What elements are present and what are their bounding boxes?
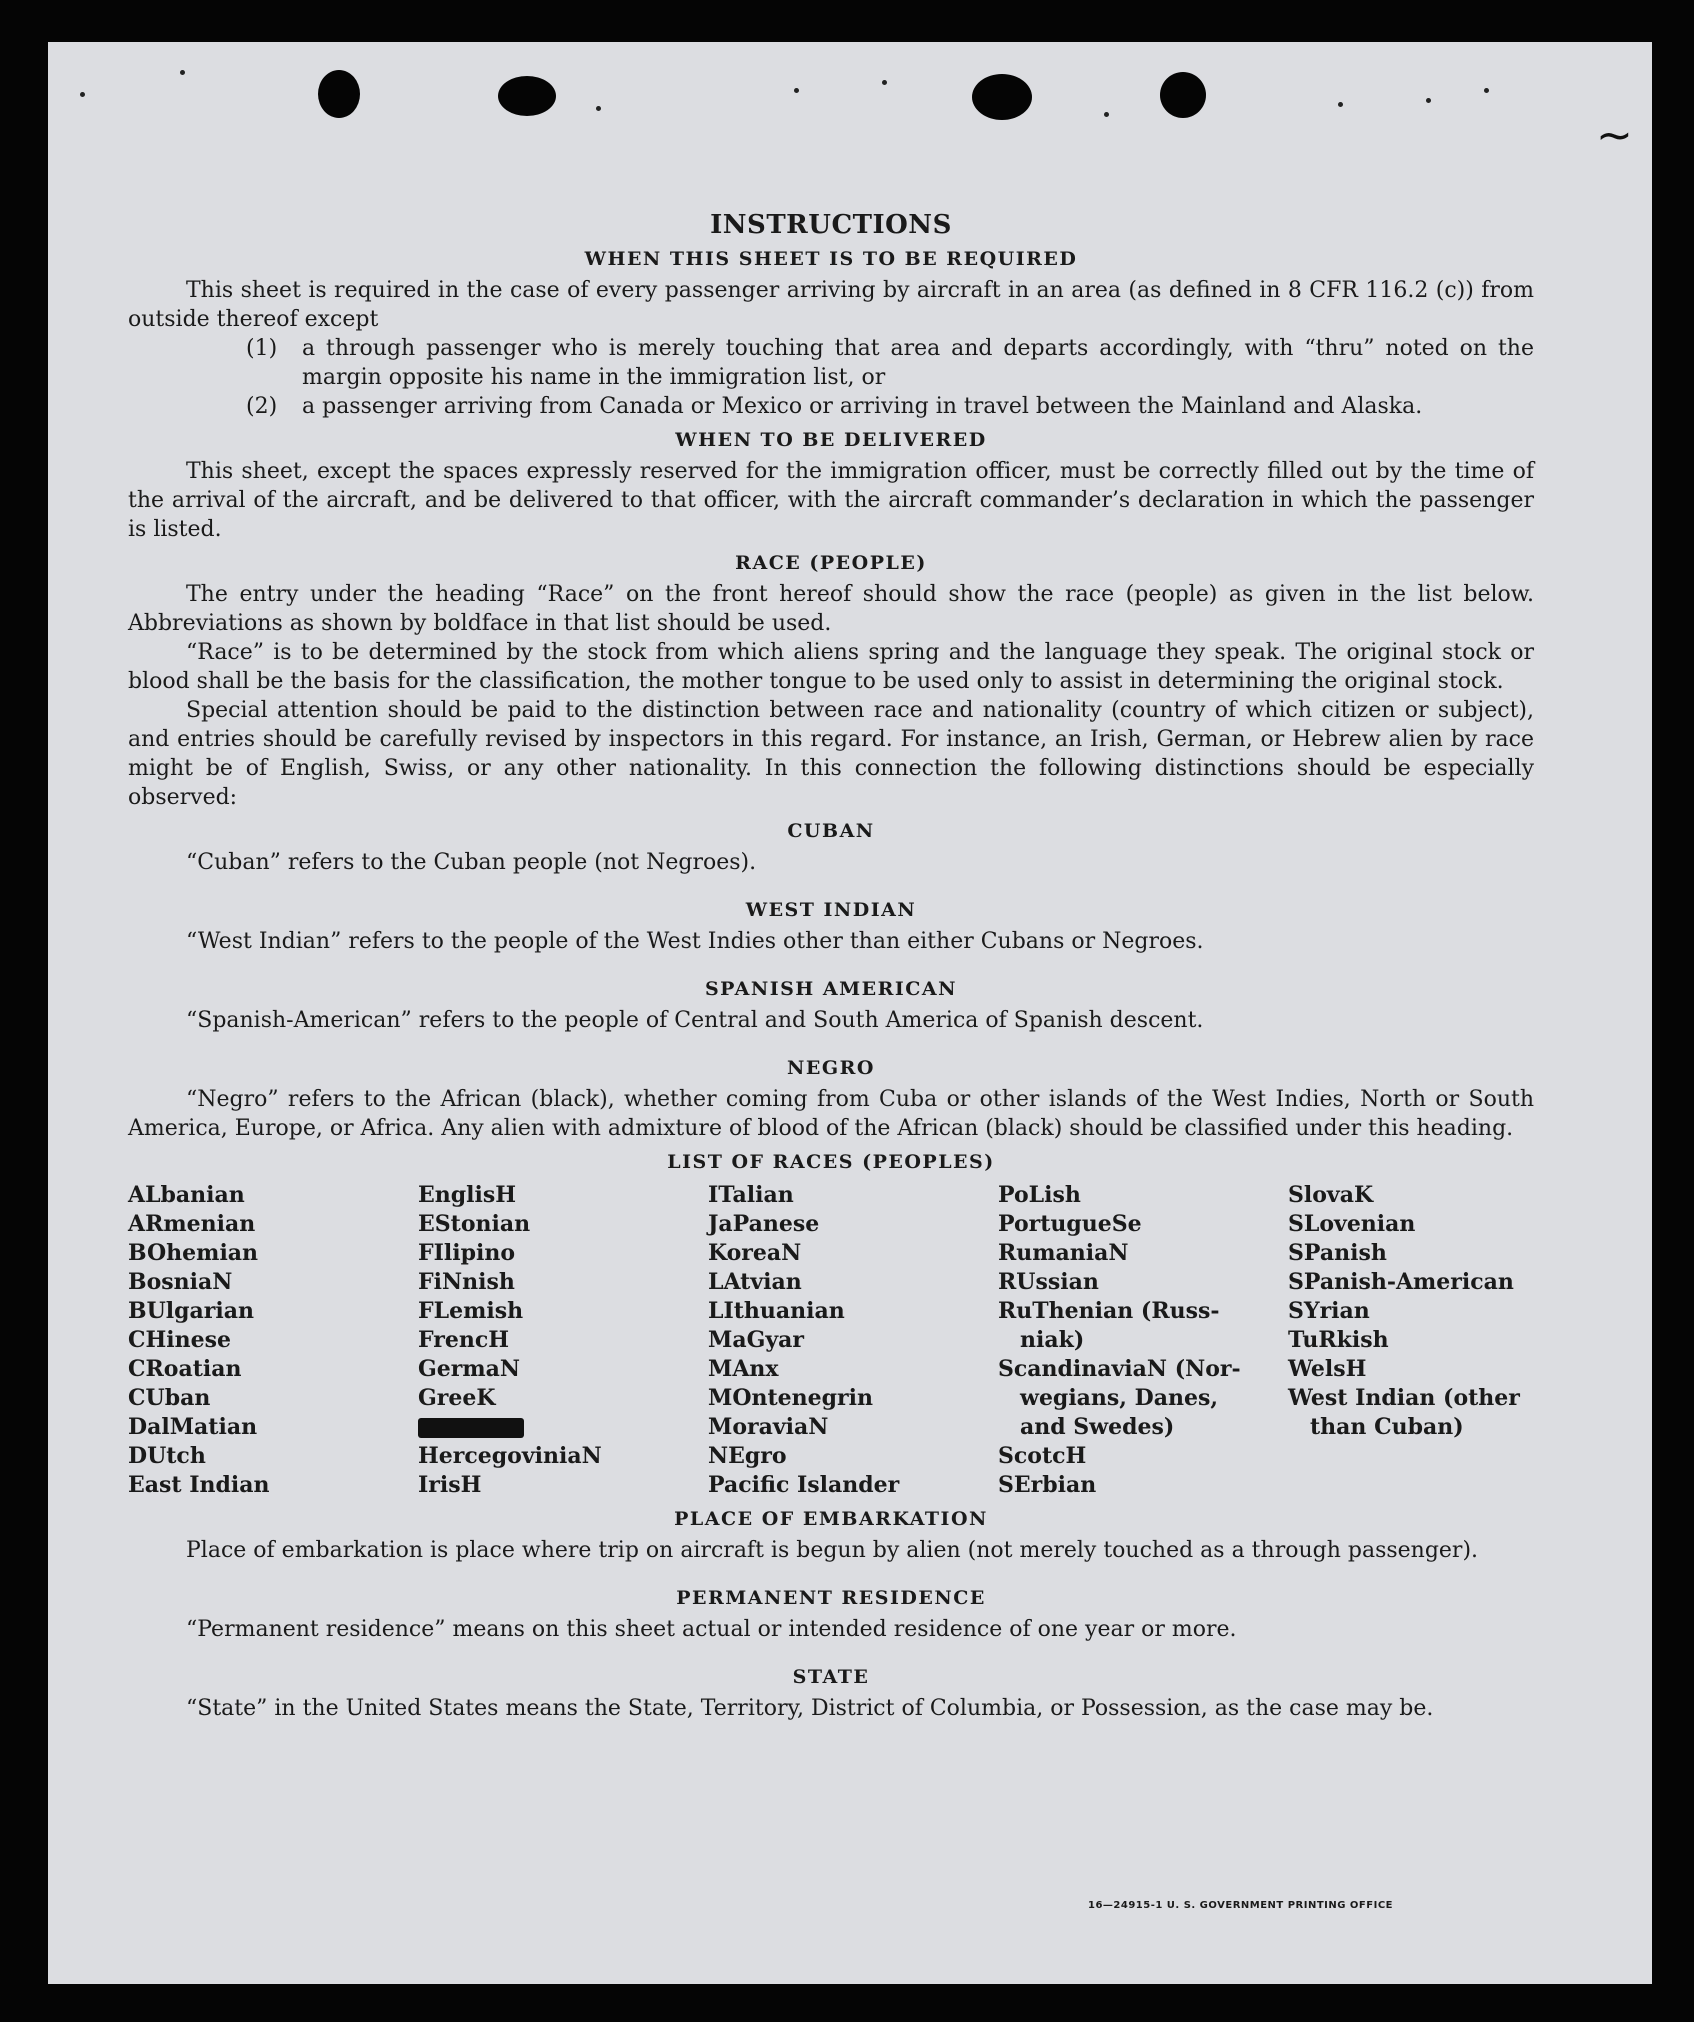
race-item: DalMatian — [128, 1414, 258, 1440]
race-column-2 — [418, 1181, 708, 1500]
heading-race: RACE (PEOPLE) — [735, 552, 927, 574]
exception-number: (2) — [246, 394, 278, 419]
heading-when-delivered: WHEN TO BE DELIVERED — [675, 429, 987, 451]
speck — [596, 106, 601, 111]
race-paragraph-3: Special attention should be paid to the distinction between race and nationality (country of which citizen or subject), and entries should be carefully revised by inspectors in this regard. For instance, an Irish, German, or Hebrew alien by race might be of English, Swiss, or any other nationality. In this connection the following distinctions should be especially observed: — [128, 698, 1534, 810]
race-item: EnglisH — [418, 1182, 517, 1208]
heading-permanent-residence: PERMANENT RESIDENCE — [676, 1587, 986, 1609]
residence-text: “Permanent residence” means on this sheet actual or intended residence of one year or more. — [186, 1617, 1237, 1642]
race-item: CHinese — [128, 1327, 232, 1353]
redaction-mark — [418, 1418, 524, 1438]
redacted-entry — [418, 1413, 708, 1442]
race-item: ScotcH — [998, 1443, 1087, 1469]
speck — [794, 88, 799, 93]
race-item: TuRkish — [1288, 1327, 1389, 1353]
race-item: MoraviaN — [708, 1414, 829, 1440]
race-item: RUssian — [998, 1269, 1099, 1295]
race-item-continued: niak) — [1020, 1327, 1085, 1353]
tilde-mark: ~ — [1596, 110, 1633, 161]
cuban-text: “Cuban” refers to the Cuban people (not Negroes). — [186, 850, 757, 875]
race-item: MAnx — [708, 1356, 779, 1382]
speck — [80, 92, 85, 97]
race-item: FrencH — [418, 1327, 509, 1353]
race-item: RumaniaN — [998, 1240, 1129, 1266]
race-item: ITalian — [708, 1182, 794, 1208]
document-sheet — [48, 42, 1652, 1984]
race-item: GermaN — [418, 1356, 521, 1382]
race-item: BUlgarian — [128, 1298, 254, 1324]
heading-list-of-races: LIST OF RACES (PEOPLES) — [667, 1151, 995, 1173]
race-item: PoLish — [998, 1182, 1081, 1208]
race-item: BOhemian — [128, 1240, 259, 1266]
exception-text: a passenger arriving from Canada or Mexico or arriving in travel between the Mainland and Alaska. — [302, 394, 1423, 419]
race-item: Pacific Islander — [708, 1472, 900, 1498]
race-item: LAtvian — [708, 1269, 802, 1295]
race-item: IrisH — [418, 1472, 482, 1498]
race-item: SLovenian — [1288, 1211, 1416, 1237]
race-column-4 — [998, 1181, 1288, 1500]
heading-negro: NEGRO — [787, 1057, 875, 1079]
heading-spanish-american: SPANISH AMERICAN — [704, 978, 958, 1000]
speck — [1484, 88, 1489, 93]
speck — [1338, 102, 1343, 107]
race-item: CRoatian — [128, 1356, 242, 1382]
heading-state: STATE — [792, 1666, 870, 1688]
race-item: ALbanian — [128, 1182, 245, 1208]
race-item: East Indian — [128, 1472, 270, 1498]
race-item: KoreaN — [708, 1240, 802, 1266]
race-item: HercegoviniaN — [418, 1443, 602, 1469]
race-item: PortugueSe — [998, 1211, 1142, 1237]
speck — [1104, 112, 1109, 117]
race-item: MOntenegrin — [708, 1385, 873, 1411]
race-item: GreeK — [418, 1385, 496, 1411]
exception-item-1 — [246, 334, 1534, 392]
race-item-continued: and Swedes) — [1020, 1414, 1175, 1440]
punch-hole — [318, 70, 360, 118]
race-column-1 — [128, 1181, 418, 1500]
race-item: FiNnish — [418, 1269, 515, 1295]
heading-west-indian: WEST INDIAN — [745, 899, 917, 921]
when-delivered-text: This sheet, except the spaces expressly reserved for the immigration officer, must be correctly filled out by the time of the arrival of the aircraft, and be delivered to that officer, with the aircraft commander’s declaration in which the passenger is listed. — [128, 459, 1534, 542]
speck — [180, 70, 185, 75]
printer-imprint: 16—24915-1 U. S. GOVERNMENT PRINTING OFFICE — [1088, 1900, 1393, 1911]
race-item: LIthuanian — [708, 1298, 845, 1324]
spanish-american-text: “Spanish-American” refers to the people of Central and South America of Spanish descent. — [186, 1008, 1204, 1033]
instructions-content — [128, 210, 1534, 1723]
negro-text: “Negro” refers to the African (black), whether coming from Cuba or other islands of the West Indies, North or South America, Europe, or Africa. Any alien with admixture of blood of the African (black) should be classified under this heading. — [128, 1087, 1534, 1141]
exception-number: (1) — [246, 336, 278, 361]
race-item: SPanish — [1288, 1240, 1387, 1266]
state-text: “State” in the United States means the State, Territory, District of Columbia, or Possession, as the case may be. — [186, 1696, 1434, 1721]
race-item: BosniaN — [128, 1269, 233, 1295]
speck — [1426, 98, 1431, 103]
punch-hole — [972, 74, 1032, 120]
punch-hole — [498, 76, 556, 116]
race-item: WelsH — [1288, 1356, 1367, 1382]
punch-hole — [1160, 72, 1206, 118]
heading-cuban: CUBAN — [787, 820, 875, 842]
race-item: JaPanese — [708, 1211, 820, 1237]
race-item-continued: than Cuban) — [1310, 1414, 1464, 1440]
race-column-5 — [1288, 1181, 1578, 1500]
race-item: NEgro — [708, 1443, 787, 1469]
race-item: SErbian — [998, 1472, 1097, 1498]
page-title: INSTRUCTIONS — [710, 210, 952, 240]
race-item: RuThenian (Russ- — [998, 1298, 1220, 1324]
race-item: EStonian — [418, 1211, 531, 1237]
race-paragraph-1: The entry under the heading “Race” on the front hereof should show the race (people) as given in the list below. Abbreviations as shown by boldface in that list should be used. — [128, 582, 1534, 636]
race-item: MaGyar — [708, 1327, 805, 1353]
race-item-continued: wegians, Danes, — [1020, 1385, 1218, 1411]
when-required-intro: This sheet is required in the case of every passenger arriving by aircraft in an area (as defined in 8 CFR 116.2 (c)) from outside thereof except — [128, 278, 1534, 332]
race-item: FIlipino — [418, 1240, 516, 1266]
race-item: DUtch — [128, 1443, 206, 1469]
race-item: SPanish-American — [1288, 1269, 1514, 1295]
exception-text: a through passenger who is merely touching that area and departs accordingly, with “thru” noted on the margin opposite his name in the immigration list, or — [302, 336, 1534, 390]
heading-when-required: WHEN THIS SHEET IS TO BE REQUIRED — [584, 248, 1078, 270]
speck — [882, 80, 887, 85]
race-item: CUban — [128, 1385, 211, 1411]
west-indian-text: “West Indian” refers to the people of the West Indies other than either Cubans or Negroes. — [186, 929, 1204, 954]
race-item: West Indian (other — [1288, 1385, 1520, 1411]
race-item: ScandinaviaN (Nor- — [998, 1356, 1241, 1382]
embarkation-text: Place of embarkation is place where trip on aircraft is begun by alien (not merely touched as a through passenger). — [186, 1538, 1479, 1563]
exception-item-2 — [246, 392, 1534, 421]
race-item: ARmenian — [128, 1211, 256, 1237]
heading-embarkation: PLACE OF EMBARKATION — [674, 1508, 988, 1530]
race-item: SlovaK — [1288, 1182, 1374, 1208]
race-column-3 — [708, 1181, 998, 1500]
race-paragraph-2: “Race” is to be determined by the stock from which aliens spring and the language they speak. The original stock or blood shall be the basis for the classification, the mother tongue to be used only to assist in determining the original stock. — [128, 640, 1534, 694]
race-item: FLemish — [418, 1298, 524, 1324]
race-list — [128, 1181, 1534, 1500]
race-item: SYrian — [1288, 1298, 1370, 1324]
